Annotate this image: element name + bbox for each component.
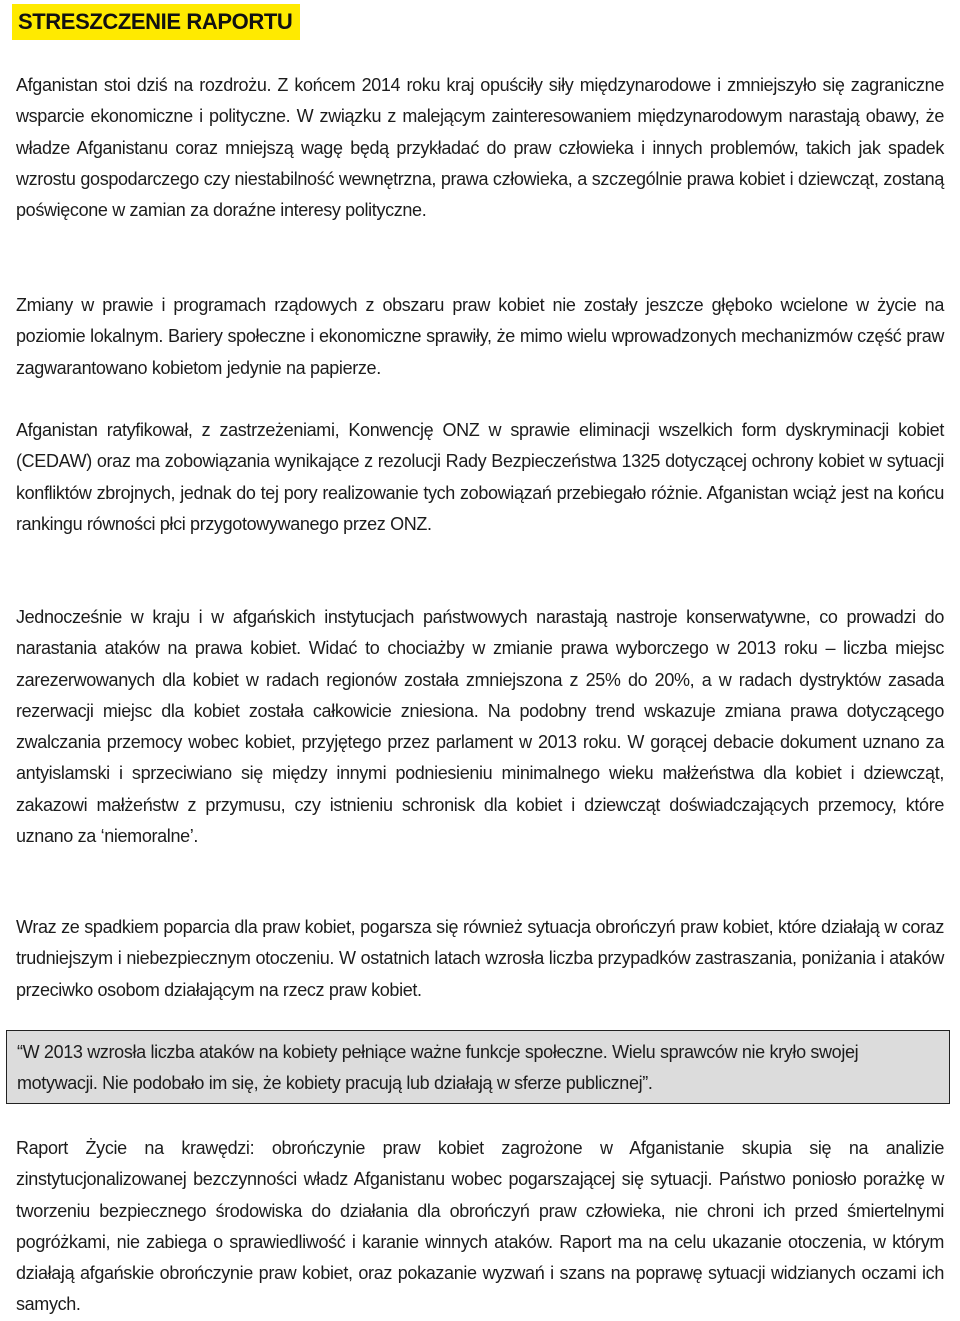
paragraph-legal-changes: Zmiany w prawie i programach rządowych z obszaru praw kobiet nie zostały jeszcze głęboko wcielone w życie na poziomie lokalnym. Bariery społeczne i ekonomiczne sprawiły, że mimo wielu wprowadzonych mechanizmów część praw zagwarantowano kobietom jedynie na papierze.: [16, 295, 944, 378]
quote-box: [6, 1030, 950, 1104]
report-summary-heading: STRESZCZENIE RAPORTU: [12, 4, 300, 40]
paragraph-conservative-trends: Jednocześnie w kraju i w afgańskich instytucjach państwowych narastają nastroje konserwatywne, co prowadzi do narastania ataków na prawa kobiet. Widać to chociażby w zmianie prawa wyborczego w 2013 roku – liczba miejsc zarezerwowanych dla kobiet w radach regionów została zmniejszona z 25% do 20%, a w radach dystryktów zasada rezerwacji miejsc dla kobiet została całkowicie zniesiona. Na podobny trend wskazuje zmiana prawa dotyczącego zwalczania przemocy wobec kobiet, przyjętego przez parlament w 2013 roku. W gorącej debacie dokument uznano za antyislamski i sprzeciwiano się między innymi podniesieniu minimalnego wieku małżeństwa dla kobiet i dziewcząt, zakazowi małżeństw z przymusu, czy istnieniu schronisk dla kobiet i dziewcząt doświadczających przemocy, które uznano za ‘niemoralne’.: [16, 607, 944, 847]
quote-text: “W 2013 wzrosła liczba ataków na kobiety pełniące ważne funkcje społeczne. Wielu sprawców nie kryło swojej motywacji. Nie podobało im się, że kobiety pracują lub działają w sferze publicznej”.: [17, 1042, 859, 1093]
paragraph-defenders-situation: Wraz ze spadkiem poparcia dla praw kobiet, pogarsza się również sytuacja obrończyń praw kobiet, które działają w coraz trudniejszym i niebezpiecznym otoczeniu. W ostatnich latach wzrosła liczba przypadków zastraszania, poniżania i ataków przeciwko osobom działającym na rzecz praw kobiet.: [16, 917, 944, 1000]
paragraph-afghanistan-crossroads: Afganistan stoi dziś na rozdrożu. Z końcem 2014 roku kraj opuściły siły międzynarodowe i zmniejszyło się zagraniczne wsparcie ekonomiczne i polityczne. W związku z malejącym zainteresowaniem międzynarodowym narastają obawy, że władze Afganistanu coraz mniejszą wagę będą przykładać do praw człowieka i innych problemów, takich jak spadek wzrostu gospodarczego czy niestabilność wewnętrzna, prawa człowieka, a szczególnie prawa kobiet i dziewcząt, zostaną poświęcone w zamian za doraźne interesy polityczne.: [16, 75, 944, 221]
paragraph-cedaw-ratification: Afganistan ratyfikował, z zastrzeżeniami, Konwencję ONZ w sprawie eliminacji wszelkich form dyskryminacji kobiet (CEDAW) oraz ma zobowiązania wynikające z rezolucji Rady Bezpieczeństwa 1325 dotyczącej ochrony kobiet w sytuacji konfliktów zbrojnych, jednak do tej pory realizowanie tych zobowiązań przebiegało różnie. Afganistan wciąż jest na końcu rankingu równości płci przygotowywanego przez ONZ.: [16, 420, 944, 534]
paragraph-report-focus: Raport Życie na krawędzi: obrończynie praw kobiet zagrożone w Afganistanie skupia się na analizie zinstytucjonalizowanej bezczynności władz Afganistanu wobec pogarszającej się sytuacji. Państwo poniosło porażkę w tworzeniu bezpiecznego środowiska do działania dla obrończyń praw człowieka, nie chroni ich przed śmiertelnymi pogróżkami, nie zabiega o sprawiedliwość i karanie winnych ataków. Raport ma na celu ukazanie otoczenia, w którym działają afgańskie obrończynie praw kobiet, oraz pokazanie wyzwań i szans na poprawę sytuacji widzianych oczami ich samych.: [16, 1138, 944, 1315]
